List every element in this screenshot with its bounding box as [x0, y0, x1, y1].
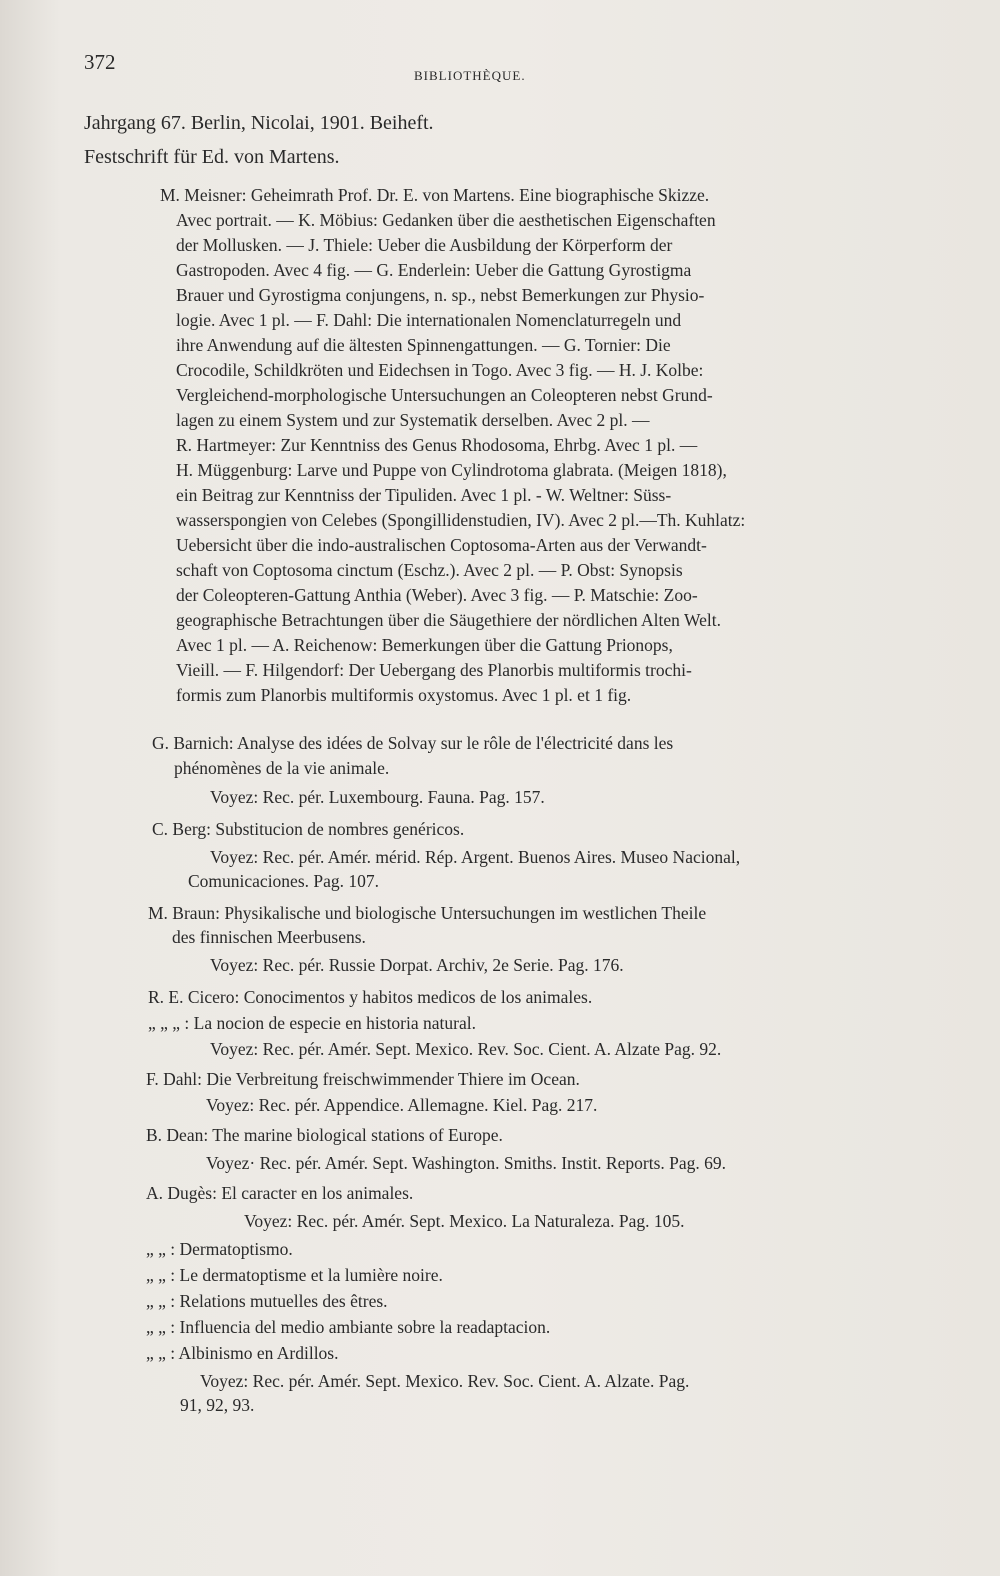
reference-line: Voyez: Rec. pér. Amér. Sept. Mexico. Rev. Soc. Cient. A. Alzate Pag. 92.	[210, 1039, 722, 1059]
running-title: BIBLIOTHÈQUE.	[414, 68, 526, 83]
reference-line: Voyez: Rec. pér. Appendice. Allemagne. Kiel. Pag. 217.	[206, 1095, 598, 1115]
reference-line: Voyez: Rec. pér. Amér. mérid. Rép. Argent. Buenos Aires. Museo Nacional,	[210, 847, 741, 867]
reference-line: Voyez· Rec. pér. Amér. Sept. Washington. Smiths. Instit. Reports. Pag. 69.	[206, 1153, 727, 1173]
entry-line: geographische Betrachtungen über die Säugethiere der nördlichen Alten Welt.	[176, 610, 721, 630]
entry-line: Brauer und Gyrostigma conjungens, n. sp., nebst Bemerkungen zur Physio-	[176, 285, 705, 305]
reference-line: 91, 92, 93.	[180, 1395, 255, 1415]
entry-line: „ „ „ : La nocion de especie en historia natural.	[148, 1013, 476, 1033]
entry-line: Vergleichend-morphologische Untersuchungen an Coleopteren nebst Grund-	[176, 385, 713, 405]
entry-line: A. Dugès: El caracter en los animales.	[146, 1183, 414, 1203]
entry-line: C. Berg: Substitucion de nombres genéricos.	[152, 819, 465, 839]
entry-line: wasserspongien von Celebes (Spongillidenstudien, IV). Avec 2 pl.—Th. Kuhlatz:	[176, 510, 746, 530]
entry-line: lagen zu einem System und zur Systematik derselben. Avec 2 pl. —	[176, 410, 650, 430]
entry-line: „ „ : Influencia del medio ambiante sobre la readaptacion.	[146, 1317, 551, 1337]
entry-line: schaft von Coptosoma cinctum (Eschz.). Avec 2 pl. — P. Obst: Synopsis	[176, 560, 683, 580]
entry-line: „ „ : Le dermatoptisme et la lumière noire.	[146, 1265, 443, 1285]
entry-line: „ „ : Albinismo en Ardillos.	[146, 1343, 339, 1363]
entry-line: ihre Anwendung auf die ältesten Spinnengattungen. — G. Tornier: Die	[176, 335, 671, 355]
entry-line: des finnischen Meerbusens.	[172, 927, 366, 947]
page-number: 372	[84, 50, 116, 74]
reference-line: Voyez: Rec. pér. Luxembourg. Fauna. Pag. 157.	[210, 787, 545, 807]
journal-line: Jahrgang 67. Berlin, Nicolai, 1901. Beiheft.	[84, 112, 434, 134]
entry-line: formis zum Planorbis multiformis oxystomus. Avec 1 pl. et 1 fig.	[176, 685, 632, 705]
entry-line: Avec portrait. — K. Möbius: Gedanken über die aesthetischen Eigenschaften	[176, 210, 716, 230]
entry-line: der Coleopteren-Gattung Anthia (Weber). Avec 3 fig. — P. Matschie: Zoo-	[176, 585, 698, 605]
entry-line: F. Dahl: Die Verbreitung freischwimmender Thiere im Ocean.	[146, 1069, 580, 1089]
entry-line: Avec 1 pl. — A. Reichenow: Bemerkungen über die Gattung Prionops,	[176, 635, 673, 655]
entry-line: „ „ : Dermatoptismo.	[146, 1239, 293, 1259]
reference-line: Voyez: Rec. pér. Amér. Sept. Mexico. La Naturaleza. Pag. 105.	[244, 1211, 685, 1231]
entry-line: B. Dean: The marine biological stations of Europe.	[146, 1125, 503, 1145]
entry-line: M. Braun: Physikalische und biologische Untersuchungen im westlichen Theile	[148, 903, 707, 923]
entry-line: der Mollusken. — J. Thiele: Ueber die Ausbildung der Körperform der	[176, 235, 673, 255]
reference-line: Voyez: Rec. pér. Amér. Sept. Mexico. Rev. Soc. Cient. A. Alzate. Pag.	[200, 1371, 690, 1391]
entry-line: ein Beitrag zur Kenntniss der Tipuliden. Avec 1 pl. - W. Weltner: Süss-	[176, 485, 672, 505]
entry-line: Uebersicht über die indo-australischen Coptosoma-Arten aus der Verwandt-	[176, 535, 707, 555]
journal-line: Festschrift für Ed. von Martens.	[84, 146, 340, 168]
entry-line: M. Meisner: Geheimrath Prof. Dr. E. von Martens. Eine biographische Skizze.	[160, 185, 710, 205]
entry-line: Gastropoden. Avec 4 fig. — G. Enderlein: Ueber die Gattung Gyrostigma	[176, 260, 692, 280]
entry-line: G. Barnich: Analyse des idées de Solvay sur le rôle de l'électricité dans les	[152, 733, 674, 753]
entry-line: Vieill. — F. Hilgendorf: Der Uebergang des Planorbis multiformis trochi-	[176, 660, 692, 680]
entry-line: R. Hartmeyer: Zur Kenntniss des Genus Rhodosoma, Ehrbg. Avec 1 pl. —	[176, 435, 698, 455]
reference-line: Comunicaciones. Pag. 107.	[188, 871, 380, 891]
reference-line: Voyez: Rec. pér. Russie Dorpat. Archiv, 2e Serie. Pag. 176.	[210, 955, 624, 975]
entry-line: phénomènes de la vie animale.	[174, 758, 390, 778]
entry-line: „ „ : Relations mutuelles des êtres.	[146, 1291, 388, 1311]
entry-line: logie. Avec 1 pl. — F. Dahl: Die internationalen Nomenclaturregeln und	[176, 310, 682, 330]
page-header	[84, 50, 940, 83]
entry-line: Crocodile, Schildkröten und Eidechsen in Togo. Avec 3 fig. — H. J. Kolbe:	[176, 360, 704, 380]
entry-line: H. Müggenburg: Larve und Puppe von Cylindrotoma glabrata. (Meigen 1818),	[176, 460, 727, 480]
entry-line: R. E. Cicero: Conocimentos y habitos medicos de los animales.	[148, 987, 593, 1007]
